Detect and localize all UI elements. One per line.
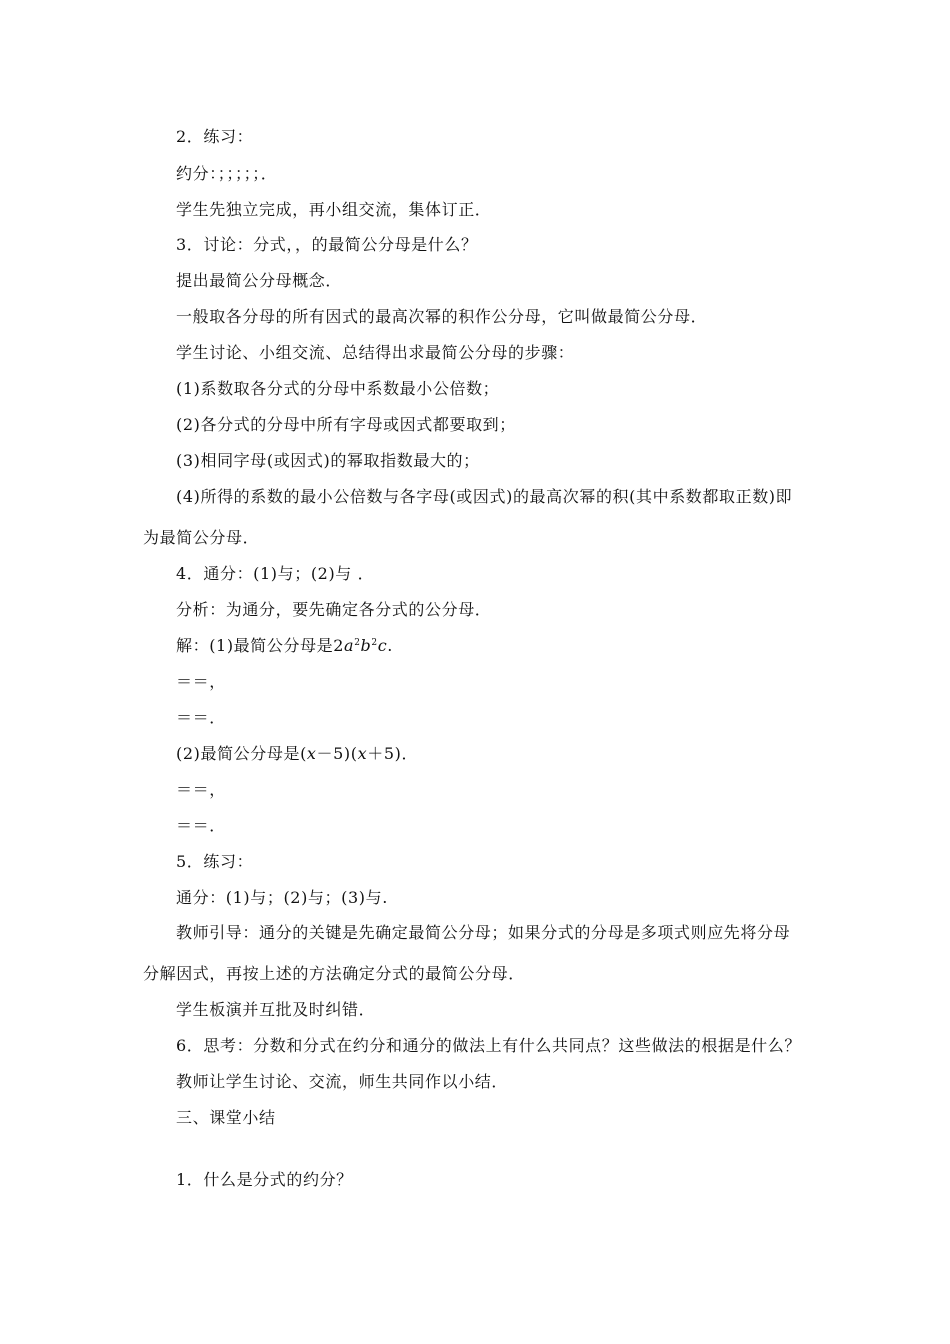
paragraph-common-denominator-4: 4．通分：(1)与；(2)与 ． — [176, 564, 375, 583]
paragraph-think-6: 6．思考：分数和分式在约分和通分的做法上有什么共同点？这些做法的根据是什么？ — [176, 1036, 801, 1055]
paragraph-summary-discussion: 教师让学生讨论、交流，师生共同作以小结． — [176, 1072, 509, 1091]
step-4: (4)所得的系数的最小公倍数与各字母(或因式)的最高次幂的积(其中系数都取正数)即 — [176, 487, 793, 506]
paragraph-steps-intro: 学生讨论、小组交流、总结得出求最简公分母的步骤： — [176, 343, 575, 362]
equation-line: ＝＝． — [176, 816, 226, 835]
paragraph-teacher-guide: 教师引导：通分的关键是先确定最简公分母；如果分式的分母是多项式则应先将分母 — [176, 923, 791, 942]
paragraph-solution-1 — [176, 636, 393, 656]
section-heading-class-summary: 三、课堂小结 — [176, 1108, 276, 1127]
paragraph-students-work: 学生先独立完成，再小组交流，集体订正． — [176, 200, 492, 219]
solution-1-label: 解：(1)最简公分母是 — [176, 636, 334, 655]
solution-1-lcd: $2a^2b^2c$. — [333, 636, 393, 655]
step-2: (2)各分式的分母中所有字母或因式都要取到； — [176, 415, 516, 434]
paragraph-practice-2: 2．练习： — [176, 127, 254, 146]
equation-line: ＝＝， — [176, 672, 226, 691]
step-3: (3)相同字母(或因式)的幂取指数最大的； — [176, 451, 480, 470]
solution-2-lcd: (x－5)(x＋5)． — [300, 744, 419, 763]
paragraph-teacher-guide-continued: 分解因式，再按上述的方法确定分式的最简公分母． — [143, 964, 525, 983]
paragraph-definition: 一般取各分母的所有因式的最高次幂的积作公分母，它叫做最简公分母． — [176, 307, 708, 326]
paragraph-practice-5: 5．练习： — [176, 852, 254, 871]
equation-line: ＝＝． — [176, 708, 226, 727]
paragraph-solution-2 — [176, 744, 418, 764]
question-1: 1．什么是分式的约分？ — [176, 1170, 353, 1189]
solution-2-label: (2)最简公分母是 — [176, 744, 301, 763]
paragraph-common-denominator-exercises: 通分：(1)与；(2)与；(3)与. — [176, 888, 388, 907]
paragraph-concept: 提出最简公分母概念． — [176, 271, 343, 290]
step-4-continued: 为最简公分母． — [143, 528, 260, 547]
paragraph-board-practice: 学生板演并互批及时纠错． — [176, 1000, 376, 1019]
paragraph-analysis: 分析：为通分，要先确定各分式的公分母． — [176, 600, 492, 619]
paragraph-discussion-3: 3．讨论：分式，，的最简公分母是什么？ — [176, 235, 478, 254]
step-1: (1)系数取各分式的分母中系数最小公倍数； — [176, 379, 500, 398]
paragraph-reduce-exercises: 约分：；；；；；． — [176, 164, 278, 183]
equation-line: ＝＝， — [176, 780, 226, 799]
